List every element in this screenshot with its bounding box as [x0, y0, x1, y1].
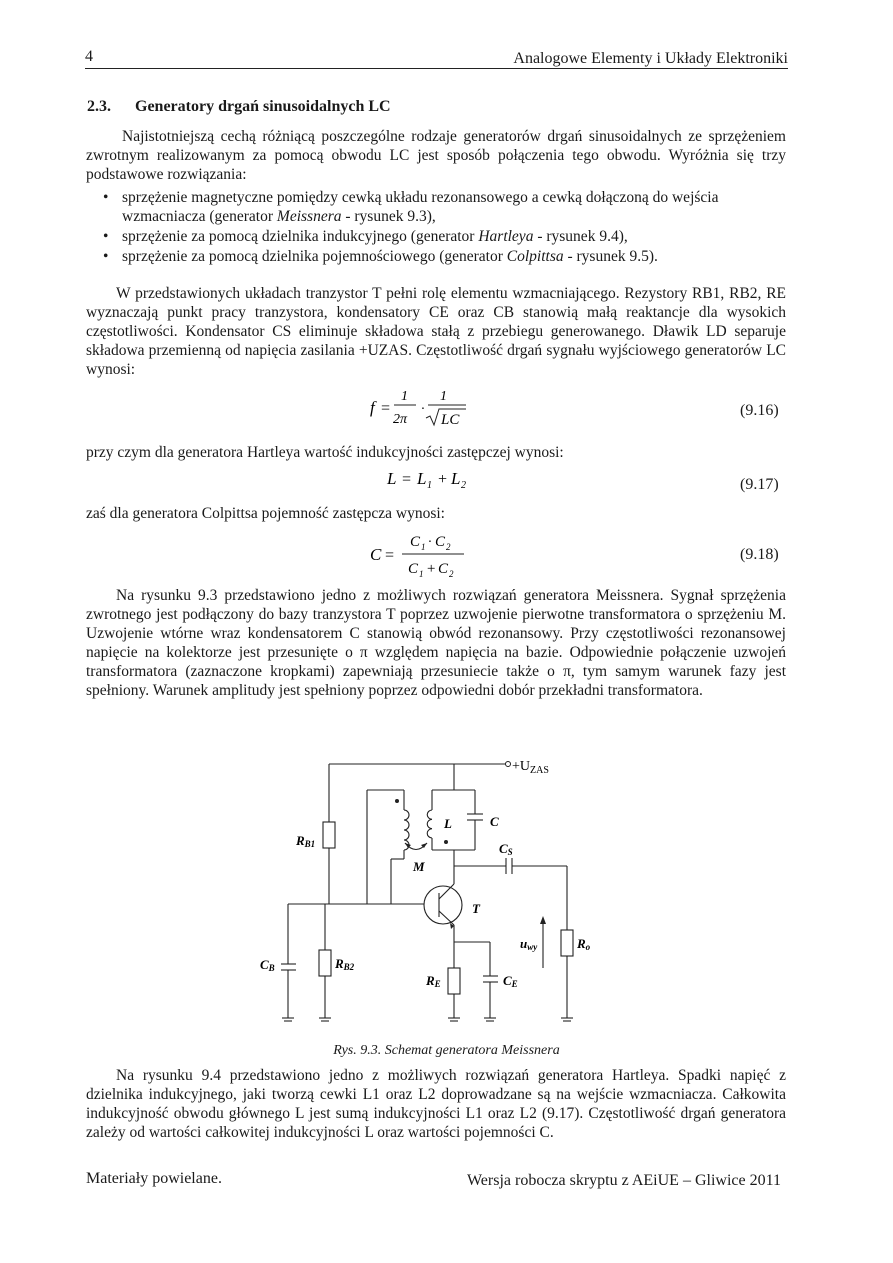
- svg-text:CS: [499, 841, 513, 857]
- svg-text:C: C: [370, 545, 382, 564]
- cs-subscript: S: [507, 847, 513, 857]
- paragraph-hartley: Na rysunku 9.4 przedstawiono jedno z możliwych rozwiązań generatora Hartleya. Spadki napięć z dzielnika indukcyjnego, jaki tworzą cewki L1 oraz L2 doprowadzane są na wejście wzmacniacza. Całkowita indukcyjność obwodu głównego L jest sumą indukcyjności L1 oraz L2 (9.17). Częstotliwość drgań generatora zależy od wartości całkowitej indukcyjności L oraz wartości pojemności C.: [86, 1067, 786, 1141]
- rb1-label: R: [296, 833, 305, 848]
- equation-number-916: (9.16): [740, 402, 779, 419]
- svg-text:+: +: [426, 561, 437, 577]
- svg-text:1: 1: [401, 389, 408, 404]
- svg-text:Ro: [576, 936, 591, 952]
- intro-paragraph: Najistotniejszą cechą różniącą poszczególne rodzaje generatorów drgań sinusoidalnych ze sprzężeniem zwrotnym realizowanym za pomocą obwodu LC jest sposób połączenia tego obwodu. Wyróżnia się trzy podstawowe rozwiązania:: [86, 128, 786, 183]
- cb-label: C: [260, 957, 269, 972]
- svg-text:1: 1: [421, 542, 426, 552]
- svg-text:CB: [260, 957, 275, 973]
- svg-text:L: L: [417, 469, 427, 488]
- re-subscript: E: [434, 979, 441, 989]
- svg-text:·: ·: [421, 402, 425, 417]
- figure-caption: Rys. 9.3. Schemat generatora Meissnera: [333, 1043, 560, 1058]
- svg-text:2π: 2π: [393, 412, 408, 427]
- svg-text:+UZAS: [512, 759, 549, 776]
- bullet-icon: •: [103, 189, 109, 206]
- list-item: • sprzężenie magnetyczne pomiędzy cewką układu rezonansowego a cewką dołączoną do wejścia wzmacniacza (generator Meissnera - rysunek 9.3),: [103, 189, 719, 225]
- svg-text:RB1: [295, 833, 315, 849]
- supply-label: +U: [512, 759, 531, 774]
- svg-text:RE: [425, 973, 441, 989]
- ce-label: C: [503, 973, 512, 988]
- header-title: Analogowe Elementy i Układy Elektroniki: [513, 50, 788, 67]
- footer-right: Wersja robocza skryptu z AEiUE – Gliwice 2011: [466, 1172, 781, 1189]
- svg-text:=: =: [380, 400, 391, 417]
- text-colpitts: zaś dla generatora Colpittsa pojemność zastępcza wynosi:: [86, 505, 445, 522]
- svg-text:·: ·: [428, 535, 432, 550]
- svg-text:1: 1: [419, 569, 424, 579]
- paragraph-meissner: Na rysunku 9.3 przedstawiono jedno z możliwych rozwiązań generatora Meissnera. Sygnał sprzężenia zwrotnego jest podłączony do bazy tranzystora T poprzez uzwojenie pierwotne transformatora o sprzężeniu M. Uzwojenie wtórne wraz kondensatorem C stanowią obwód rezonansowy. Przy częstotliwości rezonansowej napięcie na kolektorze jest przesunięte o π względem napięcia na bazie. Odpowiednie połączenie uzwojeń transformatora (zaznaczone kropkami) zapewniają przesuniecie także o π, tym samym warunek fazy jest spełniony. Warunek amplitudy jest spełniony poprzez odpowiedni dobór przekładni transformatora.: [86, 587, 786, 699]
- svg-text:L: L: [451, 469, 461, 488]
- svg-text:C: C: [410, 534, 421, 550]
- footer-left: Materiały powielane.: [86, 1170, 222, 1187]
- svg-text:2: 2: [449, 569, 454, 579]
- svg-text:LC: LC: [441, 412, 460, 428]
- svg-text:2: 2: [446, 542, 451, 552]
- rb2-label: R: [335, 956, 344, 971]
- svg-text:CE: [503, 973, 518, 989]
- ro-subscript: o: [585, 942, 591, 952]
- ro-label: R: [577, 936, 586, 951]
- section-number: 2.3.: [87, 98, 111, 115]
- equation-number-917: (9.17): [740, 476, 779, 493]
- uwy-label: u: [520, 936, 528, 951]
- svg-text:C: C: [408, 561, 419, 577]
- equation-number-918: (9.18): [740, 546, 779, 563]
- svg-text:uwy: [520, 936, 538, 952]
- cb-subscript: B: [268, 963, 275, 973]
- bullet-icon: •: [103, 228, 109, 245]
- text-hartley: przy czym dla generatora Hartleya wartość indukcyjności zastępczej wynosi:: [86, 444, 564, 461]
- m-label: M: [413, 859, 425, 874]
- svg-text:+: +: [437, 471, 448, 488]
- svg-text:1: 1: [427, 480, 432, 491]
- section-title: Generatory drgań sinusoidalnych LC: [135, 98, 391, 115]
- bullet-icon: •: [103, 248, 109, 265]
- paragraph-operation: W przedstawionych układach tranzystor T pełni rolę elementu wzmacniającego. Rezystory RB1, RB2, RE wyznaczają punkt pracy tranzystora, kondensatory CE oraz CB stanowią małą reaktancje dla wysokich częstotliwości. Kondensator CS eliminuje składowa stałą z przebiegu generowanego. Dławik LD separuje składowa przemienną od napięcia zasilania +UZAS. Częstotliwość drgań sygnału wyjściowego generatorów LC wynosi:: [86, 285, 786, 378]
- svg-text:C: C: [438, 561, 449, 577]
- list-item: • sprzężenie za pomocą dzielnika indukcyjnego (generator Hartleya - rysunek 9.4),: [103, 228, 628, 245]
- l-label: L: [444, 816, 452, 831]
- c-label: C: [490, 814, 499, 829]
- uwy-subscript: wy: [527, 942, 538, 952]
- svg-text:=: =: [401, 471, 412, 488]
- rb2-subscript: B2: [343, 962, 355, 972]
- svg-text:2: 2: [461, 480, 466, 491]
- svg-text:C: C: [435, 534, 446, 550]
- svg-text:L: L: [387, 469, 397, 488]
- rb1-subscript: B1: [304, 839, 316, 849]
- svg-text:f: f: [370, 398, 375, 417]
- re-label: R: [426, 973, 435, 988]
- supply-subscript: ZAS: [530, 765, 549, 776]
- ce-subscript: E: [511, 979, 518, 989]
- cs-label: C: [499, 841, 508, 856]
- svg-text:=: =: [384, 547, 395, 564]
- list-item: • sprzężenie za pomocą dzielnika pojemnościowego (generator Colpittsa - rysunek 9.5).: [103, 248, 658, 265]
- page-number: 4: [85, 48, 93, 65]
- svg-text:1: 1: [440, 389, 447, 404]
- t-label: T: [472, 901, 480, 916]
- svg-text:RB2: [334, 956, 355, 972]
